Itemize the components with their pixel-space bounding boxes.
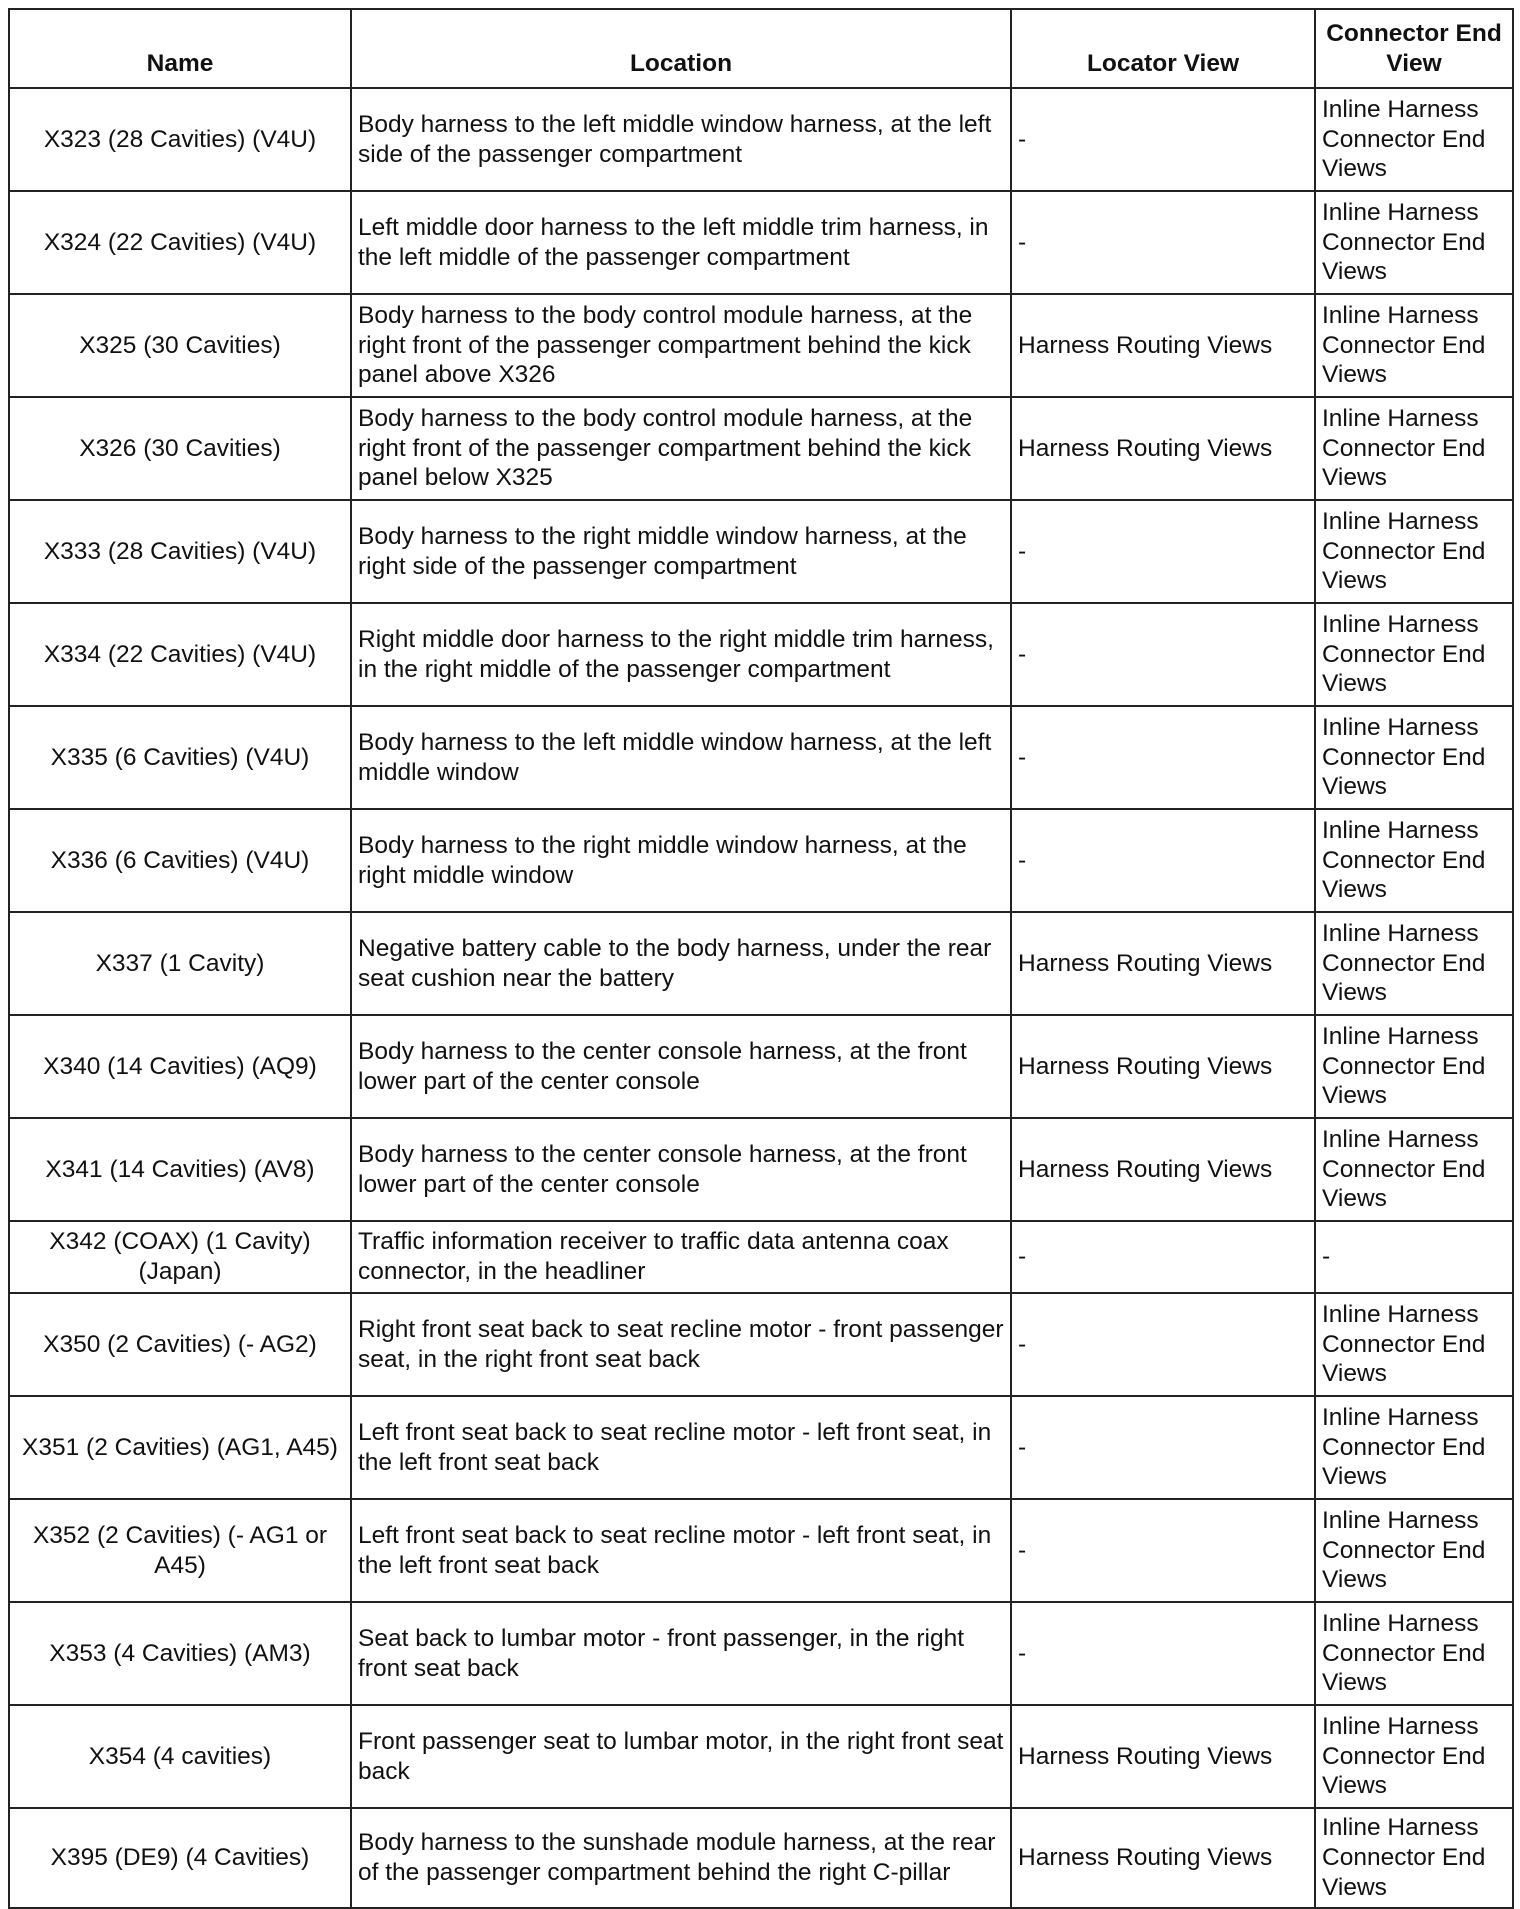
column-header-name: Name — [9, 9, 351, 88]
connector-location-cell: Body harness to the left middle window harness, at the left side of the passenger compartment — [351, 88, 1011, 191]
connector-location-cell: Front passenger seat to lumbar motor, in the right front seat back — [351, 1705, 1011, 1808]
table-row — [9, 88, 1513, 191]
connector-end-view-cell[interactable]: Inline Harness Connector End Views — [1315, 1602, 1513, 1705]
locator-view-cell: - — [1011, 1396, 1315, 1499]
connector-end-view-cell[interactable]: Inline Harness Connector End Views — [1315, 706, 1513, 809]
connector-location-cell: Negative battery cable to the body harness, under the rear seat cushion near the battery — [351, 912, 1011, 1015]
connector-end-view-cell[interactable]: Inline Harness Connector End Views — [1315, 397, 1513, 500]
connector-end-view-cell[interactable]: Inline Harness Connector End Views — [1315, 1015, 1513, 1118]
connector-end-view-cell[interactable]: Inline Harness Connector End Views — [1315, 1705, 1513, 1808]
table-header-row — [9, 9, 1513, 88]
table-row — [9, 1808, 1513, 1908]
connector-location-cell: Left front seat back to seat recline motor - left front seat, in the left front seat back — [351, 1396, 1011, 1499]
connector-end-view-cell[interactable]: Inline Harness Connector End Views — [1315, 500, 1513, 603]
connector-location-cell: Body harness to the body control module harness, at the right front of the passenger compartment behind the kick panel below X325 — [351, 397, 1011, 500]
locator-view-cell: - — [1011, 1499, 1315, 1602]
locator-view-cell: - — [1011, 706, 1315, 809]
locator-view-cell[interactable]: Harness Routing Views — [1011, 1118, 1315, 1221]
locator-view-cell[interactable]: Harness Routing Views — [1011, 1808, 1315, 1908]
connector-location-cell: Right front seat back to seat recline motor - front passenger seat, in the right front seat back — [351, 1293, 1011, 1396]
connector-location-cell: Body harness to the body control module harness, at the right front of the passenger compartment behind the kick panel above X326 — [351, 294, 1011, 397]
table-row — [9, 1396, 1513, 1499]
connector-name-cell: X342 (COAX) (1 Cavity) (Japan) — [9, 1221, 351, 1293]
connector-name-cell: X326 (30 Cavities) — [9, 397, 351, 500]
table-row — [9, 809, 1513, 912]
connector-location-cell: Left middle door harness to the left middle trim harness, in the left middle of the passenger compartment — [351, 191, 1011, 294]
locator-view-cell: - — [1011, 1602, 1315, 1705]
table-body — [9, 88, 1513, 1908]
connector-end-view-cell[interactable]: Inline Harness Connector End Views — [1315, 1499, 1513, 1602]
connector-name-cell: X325 (30 Cavities) — [9, 294, 351, 397]
connector-name-cell: X354 (4 cavities) — [9, 1705, 351, 1808]
locator-view-cell[interactable]: Harness Routing Views — [1011, 1705, 1315, 1808]
column-header-locator-view: Locator View — [1011, 9, 1315, 88]
connector-name-cell: X350 (2 Cavities) (- AG2) — [9, 1293, 351, 1396]
locator-view-cell[interactable]: Harness Routing Views — [1011, 397, 1315, 500]
connector-end-view-cell[interactable]: Inline Harness Connector End Views — [1315, 1808, 1513, 1908]
connector-location-cell: Body harness to the sunshade module harness, at the rear of the passenger compartment behind the right C-pillar — [351, 1808, 1011, 1908]
connector-location-cell: Body harness to the right middle window harness, at the right side of the passenger compartment — [351, 500, 1011, 603]
connector-location-cell: Left front seat back to seat recline motor - left front seat, in the left front seat back — [351, 1499, 1011, 1602]
connector-location-cell: Body harness to the right middle window harness, at the right middle window — [351, 809, 1011, 912]
locator-view-cell[interactable]: Harness Routing Views — [1011, 294, 1315, 397]
connector-end-view-cell[interactable]: Inline Harness Connector End Views — [1315, 191, 1513, 294]
connector-table — [8, 8, 1514, 1909]
connector-name-cell: X335 (6 Cavities) (V4U) — [9, 706, 351, 809]
table-row — [9, 912, 1513, 1015]
connector-name-cell: X351 (2 Cavities) (AG1, A45) — [9, 1396, 351, 1499]
connector-name-cell: X324 (22 Cavities) (V4U) — [9, 191, 351, 294]
locator-view-cell: - — [1011, 88, 1315, 191]
table-row — [9, 1293, 1513, 1396]
locator-view-cell: - — [1011, 1221, 1315, 1293]
connector-name-cell: X334 (22 Cavities) (V4U) — [9, 603, 351, 706]
connector-end-view-cell[interactable]: Inline Harness Connector End Views — [1315, 912, 1513, 1015]
connector-end-view-cell: - — [1315, 1221, 1513, 1293]
table-row — [9, 1118, 1513, 1221]
locator-view-cell: - — [1011, 809, 1315, 912]
locator-view-cell: - — [1011, 1293, 1315, 1396]
connector-location-cell: Right middle door harness to the right middle trim harness, in the right middle of the passenger compartment — [351, 603, 1011, 706]
connector-end-view-cell[interactable]: Inline Harness Connector End Views — [1315, 809, 1513, 912]
connector-location-cell: Traffic information receiver to traffic data antenna coax connector, in the headliner — [351, 1221, 1011, 1293]
connector-name-cell: X353 (4 Cavities) (AM3) — [9, 1602, 351, 1705]
connector-end-view-cell[interactable]: Inline Harness Connector End Views — [1315, 603, 1513, 706]
locator-view-cell[interactable]: Harness Routing Views — [1011, 1015, 1315, 1118]
table-row — [9, 603, 1513, 706]
connector-location-cell: Body harness to the center console harness, at the front lower part of the center console — [351, 1118, 1011, 1221]
table-row — [9, 706, 1513, 809]
table-row — [9, 1705, 1513, 1808]
table-row — [9, 294, 1513, 397]
connector-end-view-cell[interactable]: Inline Harness Connector End Views — [1315, 1118, 1513, 1221]
connector-location-cell: Body harness to the center console harness, at the front lower part of the center console — [351, 1015, 1011, 1118]
connector-name-cell: X341 (14 Cavities) (AV8) — [9, 1118, 351, 1221]
locator-view-cell: - — [1011, 603, 1315, 706]
locator-view-cell: - — [1011, 191, 1315, 294]
connector-name-cell: X323 (28 Cavities) (V4U) — [9, 88, 351, 191]
connector-name-cell: X395 (DE9) (4 Cavities) — [9, 1808, 351, 1908]
connector-end-view-cell[interactable]: Inline Harness Connector End Views — [1315, 1293, 1513, 1396]
table-row — [9, 397, 1513, 500]
connector-location-cell: Body harness to the left middle window harness, at the left middle window — [351, 706, 1011, 809]
locator-view-cell: - — [1011, 500, 1315, 603]
connector-end-view-cell[interactable]: Inline Harness Connector End Views — [1315, 294, 1513, 397]
connector-name-cell: X337 (1 Cavity) — [9, 912, 351, 1015]
column-header-connector-end-view: Connector End View — [1315, 9, 1513, 88]
column-header-location: Location — [351, 9, 1011, 88]
connector-end-view-cell[interactable]: Inline Harness Connector End Views — [1315, 88, 1513, 191]
table-row — [9, 1499, 1513, 1602]
connector-end-view-cell[interactable]: Inline Harness Connector End Views — [1315, 1396, 1513, 1499]
table-row — [9, 1602, 1513, 1705]
table-row — [9, 1221, 1513, 1293]
table-row — [9, 191, 1513, 294]
connector-name-cell: X333 (28 Cavities) (V4U) — [9, 500, 351, 603]
connector-name-cell: X336 (6 Cavities) (V4U) — [9, 809, 351, 912]
connector-name-cell: X352 (2 Cavities) (- AG1 or A45) — [9, 1499, 351, 1602]
connector-location-cell: Seat back to lumbar motor - front passenger, in the right front seat back — [351, 1602, 1011, 1705]
connector-name-cell: X340 (14 Cavities) (AQ9) — [9, 1015, 351, 1118]
locator-view-cell[interactable]: Harness Routing Views — [1011, 912, 1315, 1015]
table-row — [9, 500, 1513, 603]
table-row — [9, 1015, 1513, 1118]
